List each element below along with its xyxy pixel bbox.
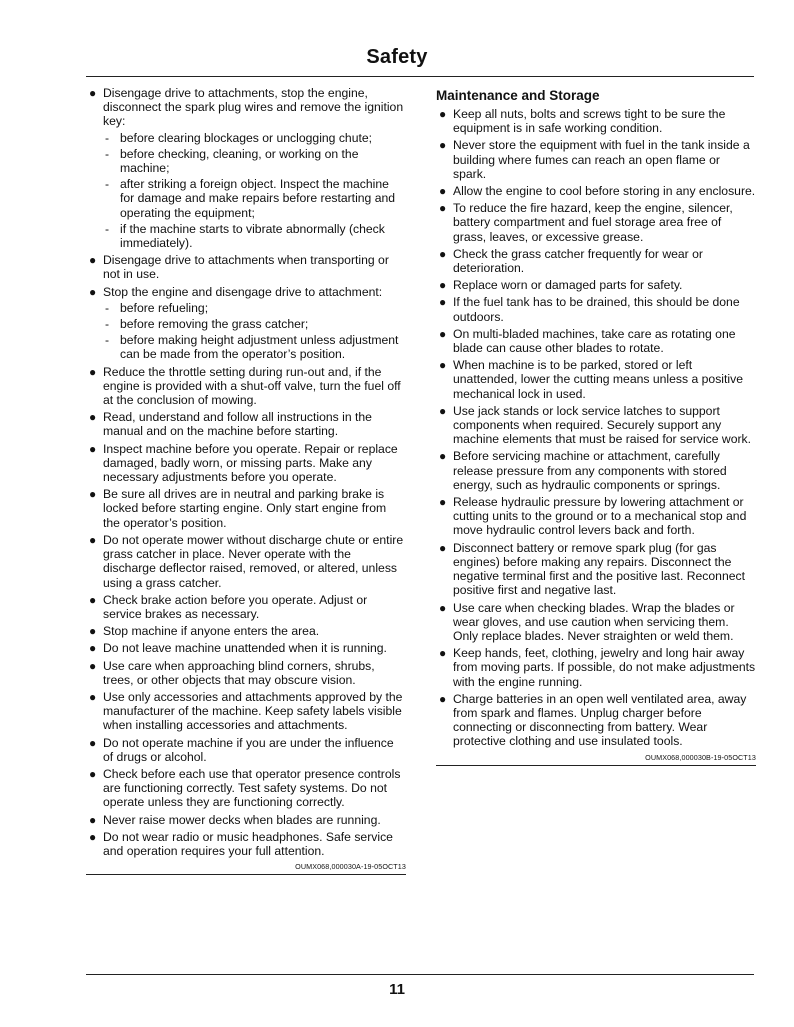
bullet-icon: ● [439,540,447,555]
right-column [436,86,756,766]
list-item-text: Do not operate mower without discharge chute or entire grass catcher in place. Never operate with the discharge deflector raised, removed, or altered, unless using a grass catcher. [103,532,404,590]
dash-icon: - [105,317,110,332]
list-item [436,541,756,598]
safety-list [86,86,406,858]
list-item [86,690,406,733]
list-item [436,327,756,355]
dash-icon: - [105,130,110,145]
list-item [86,624,406,638]
list-item [86,593,406,621]
bullet-icon: ● [439,358,447,373]
list-item [86,253,406,281]
sub-list-item [103,147,406,175]
sub-list-item-text: before refueling; [120,300,209,315]
bullet-icon: ● [439,403,447,418]
bullet-icon: ● [89,532,97,547]
bullet-icon: ● [439,326,447,341]
list-item-text: Check brake action before you operate. Adjust or service brakes as necessary. [103,592,368,621]
bullet-icon: ● [89,641,97,656]
sub-list-item [103,222,406,250]
bullet-icon: ● [89,689,97,704]
dash-icon: - [105,146,110,161]
bullet-icon: ● [89,658,97,673]
dash-icon: - [105,221,110,236]
list-item-text: Use care when approaching blind corners, shrubs, trees, or other objects that may obscure vision. [103,658,375,687]
list-item [86,86,406,250]
list-item [86,442,406,485]
list-item-text: Disengage drive to attachments when transporting or not in use. [103,253,389,282]
sub-list-item [103,131,406,145]
list-item-text: On multi-bladed machines, take care as rotating one blade can cause other blades to rotate. [453,326,736,356]
list-item [436,295,756,323]
list-item-text: Do not leave machine unattended when it is running. [103,641,387,656]
bullet-icon: ● [439,246,447,261]
list-item [86,830,406,858]
list-item-text: Before servicing machine or attachment, carefully release pressure from any components with stored energy, such as hydraulic components or springs. [453,449,727,492]
bullet-icon: ● [439,278,447,293]
list-item-text: Do not wear radio or music headphones. Safe service and operation requires your full attention. [103,829,393,858]
list-item-text: Check before each use that operator presence controls are functioning correctly. Test safety systems. Do not operate unless they are functioning correctly. [103,766,401,810]
list-item-text: Charge batteries in an open well ventilated area, away from spark and flames. Unplug charger before connecting or disconnecting from battery. Wear protective clothing and use insulated tools. [453,691,747,749]
bullet-icon: ● [439,691,447,706]
list-item-text: If the fuel tank has to be drained, this should be done outdoors. [453,295,740,324]
bullet-icon: ● [89,487,97,502]
list-item [86,736,406,764]
list-item [86,767,406,810]
sub-list-item [103,177,406,220]
sub-list-item-text: before clearing blockages or unclogging chute; [120,130,373,145]
bullet-icon: ● [89,86,97,100]
sub-list-item-text: before making height adjustment unless adjustment can be made from the operator’s position. [120,333,399,362]
sub-list-item-text: before removing the grass catcher; [120,317,309,332]
sub-list-item-text: after striking a foreign object. Inspect the machine for damage and make repairs before restarting and operating the equipment; [120,177,396,220]
document-code: OUMX068,000030A-19-05OCT13 [295,862,406,872]
list-item [86,659,406,687]
bullet-icon: ● [89,410,97,425]
list-item-text: Stop the engine and disengage drive to attachment: [103,284,383,299]
bullet-icon: ● [439,138,447,153]
bullet-icon: ● [89,624,97,639]
footer-rule [86,974,754,975]
list-item [436,184,756,198]
section-heading: Maintenance and Storage [436,88,600,103]
bullet-icon: ● [89,735,97,750]
dash-icon: - [105,333,110,348]
list-item-text: Be sure all drives are in neutral and parking brake is locked before starting engine. Only start engine from the operator’s position. [103,487,387,530]
section-end-rule [436,765,756,766]
list-item-text: Keep all nuts, bolts and screws tight to be sure the equipment is in safe working condition. [453,107,726,136]
list-item-text: Keep hands, feet, clothing, jewelry and long hair away from moving parts. If possible, do not make adjustments with the engine running. [453,646,756,689]
list-item [436,107,756,135]
bullet-icon: ● [439,201,447,216]
list-item [436,646,756,689]
sub-list-item [103,333,406,361]
list-item-text: Use jack stands or lock service latches to support components when required. Securely support any machine elements that must be raised for service work. [453,403,752,447]
header-rule [86,76,754,77]
sub-list-item-text: if the machine starts to vibrate abnormally (check immediately). [120,221,385,251]
list-item-text: Check the grass catcher frequently for wear or deterioration. [453,246,703,276]
list-item-text: Inspect machine before you operate. Repair or replace damaged, badly worn, or missing parts. Make any necessary adjustments before you operate. [103,441,398,485]
bullet-icon: ● [439,449,447,464]
list-item [436,138,756,181]
sub-list [103,301,406,362]
sub-list-item-text: before checking, cleaning, or working on the machine; [120,146,359,176]
bullet-icon: ● [439,184,447,199]
list-item [436,201,756,244]
list-item-text: To reduce the fire hazard, keep the engine, silencer, battery compartment and fuel storage area free of grass, leaves, or excessive grease. [453,201,733,244]
bullet-icon: ● [89,364,97,379]
list-item-text: Disconnect battery or remove spark plug (for gas engines) before making any repairs. Disconnect the negative terminal first and the positive last. Reconnect positive first and negative last. [453,540,745,598]
bullet-icon: ● [89,829,97,844]
list-item-text: Never store the equipment with fuel in the tank inside a building where fumes can reach an open flame or spark. [453,138,750,181]
bullet-icon: ● [89,592,97,607]
list-item [86,641,406,655]
bullet-icon: ● [89,812,97,827]
list-item-text: Disengage drive to attachments, stop the engine, disconnect the spark plug wires and remove the ignition key: [103,86,404,129]
list-item [86,285,406,362]
bullet-icon: ● [89,766,97,781]
bullet-icon: ● [439,295,447,310]
list-item-text: Replace worn or damaged parts for safety. [453,278,683,293]
page-title: Safety [366,46,428,68]
list-item-text: Stop machine if anyone enters the area. [103,624,320,639]
page-number: 11 [389,981,405,998]
bullet-icon: ● [439,495,447,510]
list-item [86,813,406,827]
maintenance-list [436,107,756,749]
list-item-text: Never raise mower decks when blades are running. [103,812,381,827]
list-item [436,692,756,749]
list-item [436,404,756,447]
list-item [436,449,756,492]
list-item-text: Use only accessories and attachments approved by the manufacturer of the machine. Keep safety labels visible when installing accessories and attachments. [103,689,403,733]
sub-list-item [103,301,406,315]
dash-icon: - [105,177,110,192]
section-end-rule [86,874,406,875]
list-item-text: Use care when checking blades. Wrap the blades or wear gloves, and use caution when servicing them. Only replace blades. Never straighten or weld them. [453,600,735,643]
bullet-icon: ● [439,600,447,615]
list-item [436,601,756,644]
list-item-text: Release hydraulic pressure by lowering attachment or cutting units to the ground or to a mechanical stop and move hydraulic control levers back and forth. [453,495,747,538]
dash-icon: - [105,300,110,315]
list-item-text: Do not operate machine if you are under the influence of drugs or alcohol. [103,735,394,764]
list-item [86,365,406,408]
list-item [86,533,406,590]
sub-list [103,131,406,251]
list-item [436,278,756,292]
bullet-icon: ● [439,107,447,121]
list-item [86,487,406,530]
sub-list-item [103,317,406,331]
bullet-icon: ● [89,284,97,299]
left-column [86,86,406,875]
list-item [436,358,756,401]
list-item [436,247,756,275]
list-item [436,495,756,538]
list-item-text: When machine is to be parked, stored or left unattended, lower the cutting means unless a positive mechanical lock in used. [453,358,743,401]
list-item [86,410,406,438]
document-code: OUMX068,000030B-19-05OCT13 [645,752,756,762]
bullet-icon: ● [89,441,97,456]
list-item-text: Reduce the throttle setting during run-out and, if the engine is provided with a shut-off valve, turn the fuel off at the conclusion of mowing. [103,364,401,408]
bullet-icon: ● [439,646,447,661]
list-item-text: Allow the engine to cool before storing in any enclosure. [453,184,756,199]
bullet-icon: ● [89,253,97,268]
list-item-text: Read, understand and follow all instructions in the manual and on the machine before starting. [103,410,372,439]
